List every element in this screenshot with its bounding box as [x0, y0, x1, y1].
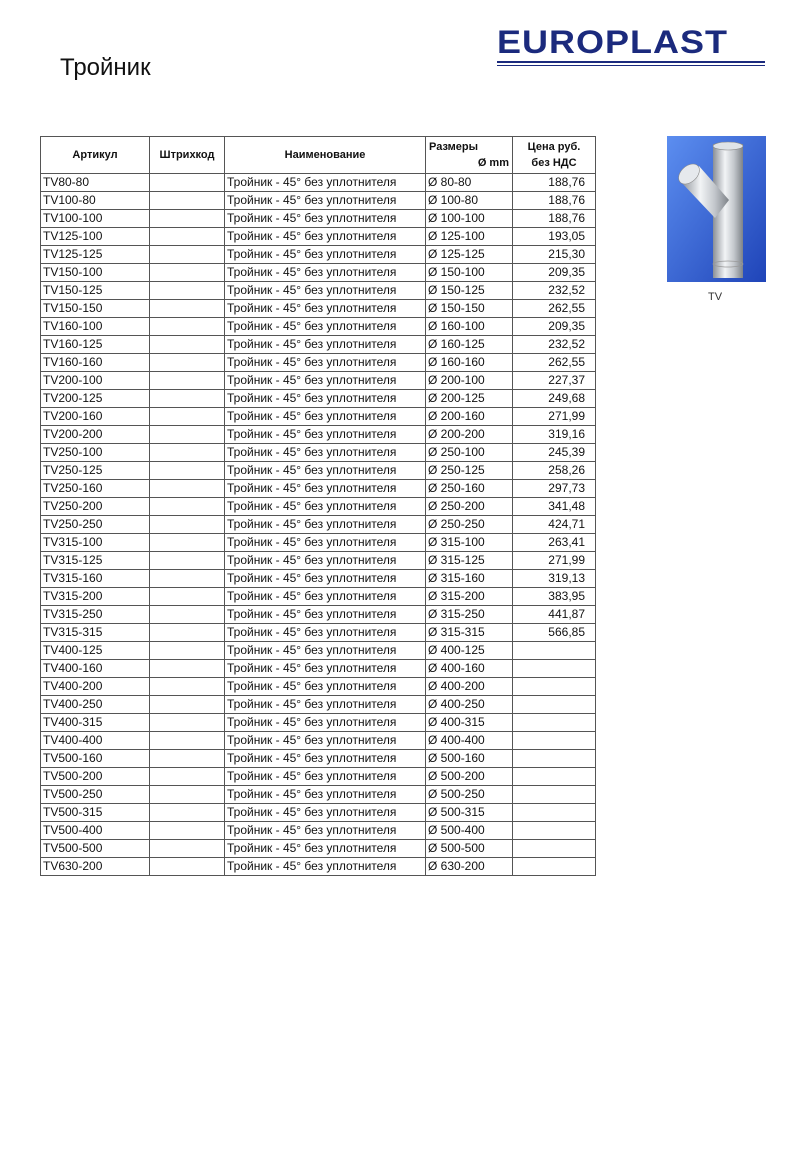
table-row	[41, 246, 596, 264]
cell-barcode	[150, 318, 225, 336]
cell-size: Ø 160-125	[426, 336, 513, 354]
cell-name: Тройник - 45° без уплотнителя	[225, 732, 426, 750]
cell-barcode	[150, 354, 225, 372]
cell-article: TV80-80	[41, 174, 150, 192]
table-row	[41, 300, 596, 318]
table-row	[41, 732, 596, 750]
cell-size: Ø 160-100	[426, 318, 513, 336]
cell-name: Тройник - 45° без уплотнителя	[225, 264, 426, 282]
table-row	[41, 804, 596, 822]
cell-barcode	[150, 534, 225, 552]
cell-size: Ø 80-80	[426, 174, 513, 192]
cell-article: TV400-200	[41, 678, 150, 696]
price-table	[40, 136, 596, 876]
cell-price: 193,05	[513, 228, 596, 246]
cell-article: TV160-160	[41, 354, 150, 372]
cell-article: TV200-200	[41, 426, 150, 444]
header-price	[513, 137, 596, 174]
cell-price: 232,52	[513, 336, 596, 354]
cell-name: Тройник - 45° без уплотнителя	[225, 426, 426, 444]
cell-article: TV400-125	[41, 642, 150, 660]
cell-size: Ø 315-100	[426, 534, 513, 552]
cell-size: Ø 125-100	[426, 228, 513, 246]
cell-size: Ø 500-400	[426, 822, 513, 840]
cell-name: Тройник - 45° без уплотнителя	[225, 750, 426, 768]
cell-name: Тройник - 45° без уплотнителя	[225, 840, 426, 858]
cell-article: TV500-250	[41, 786, 150, 804]
cell-name: Тройник - 45° без уплотнителя	[225, 318, 426, 336]
cell-article: TV500-315	[41, 804, 150, 822]
europlast-logo	[497, 23, 765, 68]
logo-underline-thin	[497, 65, 765, 66]
cell-size: Ø 400-315	[426, 714, 513, 732]
cell-name: Тройник - 45° без уплотнителя	[225, 534, 426, 552]
cell-barcode	[150, 192, 225, 210]
cell-size: Ø 100-100	[426, 210, 513, 228]
cell-barcode	[150, 588, 225, 606]
cell-price	[513, 858, 596, 876]
cell-size: Ø 400-250	[426, 696, 513, 714]
cell-price: 297,73	[513, 480, 596, 498]
table-row	[41, 642, 596, 660]
cell-barcode	[150, 372, 225, 390]
cell-price: 441,87	[513, 606, 596, 624]
cell-price: 188,76	[513, 174, 596, 192]
cell-size: Ø 500-160	[426, 750, 513, 768]
cell-barcode	[150, 732, 225, 750]
header-size	[426, 137, 513, 174]
cell-article: TV630-200	[41, 858, 150, 876]
cell-barcode	[150, 804, 225, 822]
cell-name: Тройник - 45° без уплотнителя	[225, 588, 426, 606]
cell-article: TV100-100	[41, 210, 150, 228]
cell-name: Тройник - 45° без уплотнителя	[225, 480, 426, 498]
cell-price: 249,68	[513, 390, 596, 408]
cell-barcode	[150, 750, 225, 768]
cell-barcode	[150, 570, 225, 588]
cell-name: Тройник - 45° без уплотнителя	[225, 642, 426, 660]
table-row	[41, 588, 596, 606]
cell-size: Ø 500-500	[426, 840, 513, 858]
header-price-line2: без НДС	[531, 157, 577, 169]
cell-article: TV100-80	[41, 192, 150, 210]
cell-price	[513, 660, 596, 678]
cell-name: Тройник - 45° без уплотнителя	[225, 660, 426, 678]
cell-price	[513, 840, 596, 858]
cell-name: Тройник - 45° без уплотнителя	[225, 498, 426, 516]
cell-barcode	[150, 624, 225, 642]
cell-size: Ø 315-160	[426, 570, 513, 588]
table-row	[41, 462, 596, 480]
tee-pipe-image	[667, 136, 766, 282]
cell-article: TV500-200	[41, 768, 150, 786]
cell-name: Тройник - 45° без уплотнителя	[225, 408, 426, 426]
table-row	[41, 768, 596, 786]
cell-barcode	[150, 840, 225, 858]
cell-barcode	[150, 678, 225, 696]
cell-article: TV250-125	[41, 462, 150, 480]
cell-price: 341,48	[513, 498, 596, 516]
cell-size: Ø 100-80	[426, 192, 513, 210]
cell-name: Тройник - 45° без уплотнителя	[225, 624, 426, 642]
cell-article: TV150-125	[41, 282, 150, 300]
cell-barcode	[150, 282, 225, 300]
cell-size: Ø 200-125	[426, 390, 513, 408]
table-row	[41, 570, 596, 588]
cell-size: Ø 150-100	[426, 264, 513, 282]
cell-price: 188,76	[513, 210, 596, 228]
cell-name: Тройник - 45° без уплотнителя	[225, 354, 426, 372]
table-row	[41, 426, 596, 444]
cell-article: TV250-250	[41, 516, 150, 534]
cell-article: TV400-315	[41, 714, 150, 732]
cell-article: TV315-125	[41, 552, 150, 570]
cell-article: TV200-125	[41, 390, 150, 408]
cell-size: Ø 500-250	[426, 786, 513, 804]
cell-barcode	[150, 516, 225, 534]
cell-name: Тройник - 45° без уплотнителя	[225, 174, 426, 192]
cell-article: TV125-125	[41, 246, 150, 264]
cell-price: 262,55	[513, 354, 596, 372]
table-row	[41, 390, 596, 408]
cell-name: Тройник - 45° без уплотнителя	[225, 336, 426, 354]
cell-size: Ø 250-160	[426, 480, 513, 498]
cell-size: Ø 200-100	[426, 372, 513, 390]
table-body	[41, 174, 596, 876]
logo-text: EUROPLAST	[497, 23, 729, 61]
cell-name: Тройник - 45° без уплотнителя	[225, 516, 426, 534]
table-row	[41, 516, 596, 534]
cell-article: TV125-100	[41, 228, 150, 246]
table-row	[41, 264, 596, 282]
cell-article: TV315-250	[41, 606, 150, 624]
table-row	[41, 678, 596, 696]
table-row	[41, 822, 596, 840]
cell-article: TV160-125	[41, 336, 150, 354]
cell-article: TV315-200	[41, 588, 150, 606]
cell-barcode	[150, 462, 225, 480]
cell-price: 271,99	[513, 552, 596, 570]
cell-name: Тройник - 45° без уплотнителя	[225, 678, 426, 696]
cell-size: Ø 250-250	[426, 516, 513, 534]
cell-price	[513, 804, 596, 822]
cell-article: TV200-100	[41, 372, 150, 390]
header-barcode: Штрихкод	[150, 137, 225, 174]
cell-name: Тройник - 45° без уплотнителя	[225, 822, 426, 840]
table-row	[41, 786, 596, 804]
header-price-line1: Цена руб.	[527, 141, 581, 153]
cell-article: TV160-100	[41, 318, 150, 336]
cell-barcode	[150, 246, 225, 264]
cell-barcode	[150, 426, 225, 444]
cell-article: TV500-500	[41, 840, 150, 858]
cell-article: TV315-100	[41, 534, 150, 552]
image-caption: TV	[708, 291, 723, 303]
cell-name: Тройник - 45° без уплотнителя	[225, 246, 426, 264]
table-row	[41, 210, 596, 228]
cell-price	[513, 642, 596, 660]
cell-barcode	[150, 444, 225, 462]
cell-price	[513, 768, 596, 786]
cell-price	[513, 696, 596, 714]
cell-size: Ø 250-200	[426, 498, 513, 516]
table-row	[41, 552, 596, 570]
cell-size: Ø 150-150	[426, 300, 513, 318]
cell-article: TV400-160	[41, 660, 150, 678]
cell-size: Ø 315-315	[426, 624, 513, 642]
table-row	[41, 750, 596, 768]
cell-size: Ø 630-200	[426, 858, 513, 876]
cell-price: 258,26	[513, 462, 596, 480]
cell-size: Ø 160-160	[426, 354, 513, 372]
cell-barcode	[150, 552, 225, 570]
cell-barcode	[150, 714, 225, 732]
table-row	[41, 192, 596, 210]
cell-article: TV250-200	[41, 498, 150, 516]
cell-barcode	[150, 696, 225, 714]
cell-barcode	[150, 858, 225, 876]
header-name: Наименование	[225, 137, 426, 174]
cell-name: Тройник - 45° без уплотнителя	[225, 768, 426, 786]
cell-price: 209,35	[513, 318, 596, 336]
table-row	[41, 354, 596, 372]
cell-price	[513, 678, 596, 696]
cell-size: Ø 315-250	[426, 606, 513, 624]
table-row	[41, 336, 596, 354]
cell-name: Тройник - 45° без уплотнителя	[225, 606, 426, 624]
header-size-line2: Ø mm	[477, 157, 509, 169]
cell-name: Тройник - 45° без уплотнителя	[225, 462, 426, 480]
cell-price: 227,37	[513, 372, 596, 390]
cell-price: 262,55	[513, 300, 596, 318]
cell-barcode	[150, 606, 225, 624]
cell-barcode	[150, 228, 225, 246]
cell-price	[513, 750, 596, 768]
cell-price: 263,41	[513, 534, 596, 552]
cell-size: Ø 315-200	[426, 588, 513, 606]
cell-article: TV500-400	[41, 822, 150, 840]
table-row	[41, 480, 596, 498]
table-row	[41, 282, 596, 300]
cell-size: Ø 200-160	[426, 408, 513, 426]
table-row	[41, 660, 596, 678]
table-row	[41, 624, 596, 642]
cell-barcode	[150, 642, 225, 660]
cell-name: Тройник - 45° без уплотнителя	[225, 282, 426, 300]
cell-article: TV500-160	[41, 750, 150, 768]
cell-name: Тройник - 45° без уплотнителя	[225, 804, 426, 822]
cell-size: Ø 500-200	[426, 768, 513, 786]
cell-name: Тройник - 45° без уплотнителя	[225, 444, 426, 462]
cell-name: Тройник - 45° без уплотнителя	[225, 390, 426, 408]
table-row	[41, 444, 596, 462]
cell-price: 319,13	[513, 570, 596, 588]
cell-size: Ø 400-400	[426, 732, 513, 750]
cell-size: Ø 400-200	[426, 678, 513, 696]
page-title: Тройник	[60, 54, 151, 81]
cell-price: 188,76	[513, 192, 596, 210]
cell-size: Ø 150-125	[426, 282, 513, 300]
cell-barcode	[150, 174, 225, 192]
cell-article: TV400-250	[41, 696, 150, 714]
cell-price: 209,35	[513, 264, 596, 282]
cell-size: Ø 250-125	[426, 462, 513, 480]
cell-name: Тройник - 45° без уплотнителя	[225, 372, 426, 390]
cell-barcode	[150, 390, 225, 408]
cell-name: Тройник - 45° без уплотнителя	[225, 228, 426, 246]
cell-price	[513, 732, 596, 750]
cell-barcode	[150, 660, 225, 678]
cell-size: Ø 315-125	[426, 552, 513, 570]
cell-price: 383,95	[513, 588, 596, 606]
cell-name: Тройник - 45° без уплотнителя	[225, 300, 426, 318]
header-article: Артикул	[41, 137, 150, 174]
cell-price	[513, 822, 596, 840]
table-row	[41, 318, 596, 336]
cell-name: Тройник - 45° без уплотнителя	[225, 696, 426, 714]
cell-article: TV400-400	[41, 732, 150, 750]
cell-price: 566,85	[513, 624, 596, 642]
cell-barcode	[150, 768, 225, 786]
cell-article: TV315-160	[41, 570, 150, 588]
cell-price: 215,30	[513, 246, 596, 264]
table-header-row	[41, 137, 596, 174]
table-row	[41, 228, 596, 246]
cell-price: 232,52	[513, 282, 596, 300]
cell-price: 424,71	[513, 516, 596, 534]
table-row	[41, 840, 596, 858]
cell-price: 319,16	[513, 426, 596, 444]
cell-article: TV250-100	[41, 444, 150, 462]
cell-size: Ø 400-160	[426, 660, 513, 678]
logo-underline	[497, 61, 765, 63]
cell-article: TV315-315	[41, 624, 150, 642]
table-row	[41, 858, 596, 876]
cell-barcode	[150, 408, 225, 426]
cell-barcode	[150, 264, 225, 282]
table-row	[41, 372, 596, 390]
cell-article: TV150-100	[41, 264, 150, 282]
cell-size: Ø 125-125	[426, 246, 513, 264]
cell-barcode	[150, 498, 225, 516]
cell-name: Тройник - 45° без уплотнителя	[225, 570, 426, 588]
cell-price: 245,39	[513, 444, 596, 462]
table-row	[41, 534, 596, 552]
cell-barcode	[150, 480, 225, 498]
cell-price: 271,99	[513, 408, 596, 426]
cell-article: TV250-160	[41, 480, 150, 498]
cell-barcode	[150, 822, 225, 840]
cell-name: Тройник - 45° без уплотнителя	[225, 714, 426, 732]
table-row	[41, 714, 596, 732]
cell-name: Тройник - 45° без уплотнителя	[225, 858, 426, 876]
cell-name: Тройник - 45° без уплотнителя	[225, 786, 426, 804]
cell-name: Тройник - 45° без уплотнителя	[225, 552, 426, 570]
cell-barcode	[150, 336, 225, 354]
cell-price	[513, 714, 596, 732]
cell-barcode	[150, 786, 225, 804]
table-row	[41, 606, 596, 624]
cell-size: Ø 250-100	[426, 444, 513, 462]
cell-size: Ø 400-125	[426, 642, 513, 660]
table-row	[41, 174, 596, 192]
cell-size: Ø 500-315	[426, 804, 513, 822]
cell-size: Ø 200-200	[426, 426, 513, 444]
cell-article: TV200-160	[41, 408, 150, 426]
header-size-line1: Размеры	[429, 141, 479, 153]
cell-barcode	[150, 210, 225, 228]
cell-barcode	[150, 300, 225, 318]
cell-name: Тройник - 45° без уплотнителя	[225, 192, 426, 210]
cell-price	[513, 786, 596, 804]
cell-name: Тройник - 45° без уплотнителя	[225, 210, 426, 228]
table-row	[41, 498, 596, 516]
table-row	[41, 696, 596, 714]
product-photo	[667, 136, 766, 282]
cell-article: TV150-150	[41, 300, 150, 318]
table-row	[41, 408, 596, 426]
